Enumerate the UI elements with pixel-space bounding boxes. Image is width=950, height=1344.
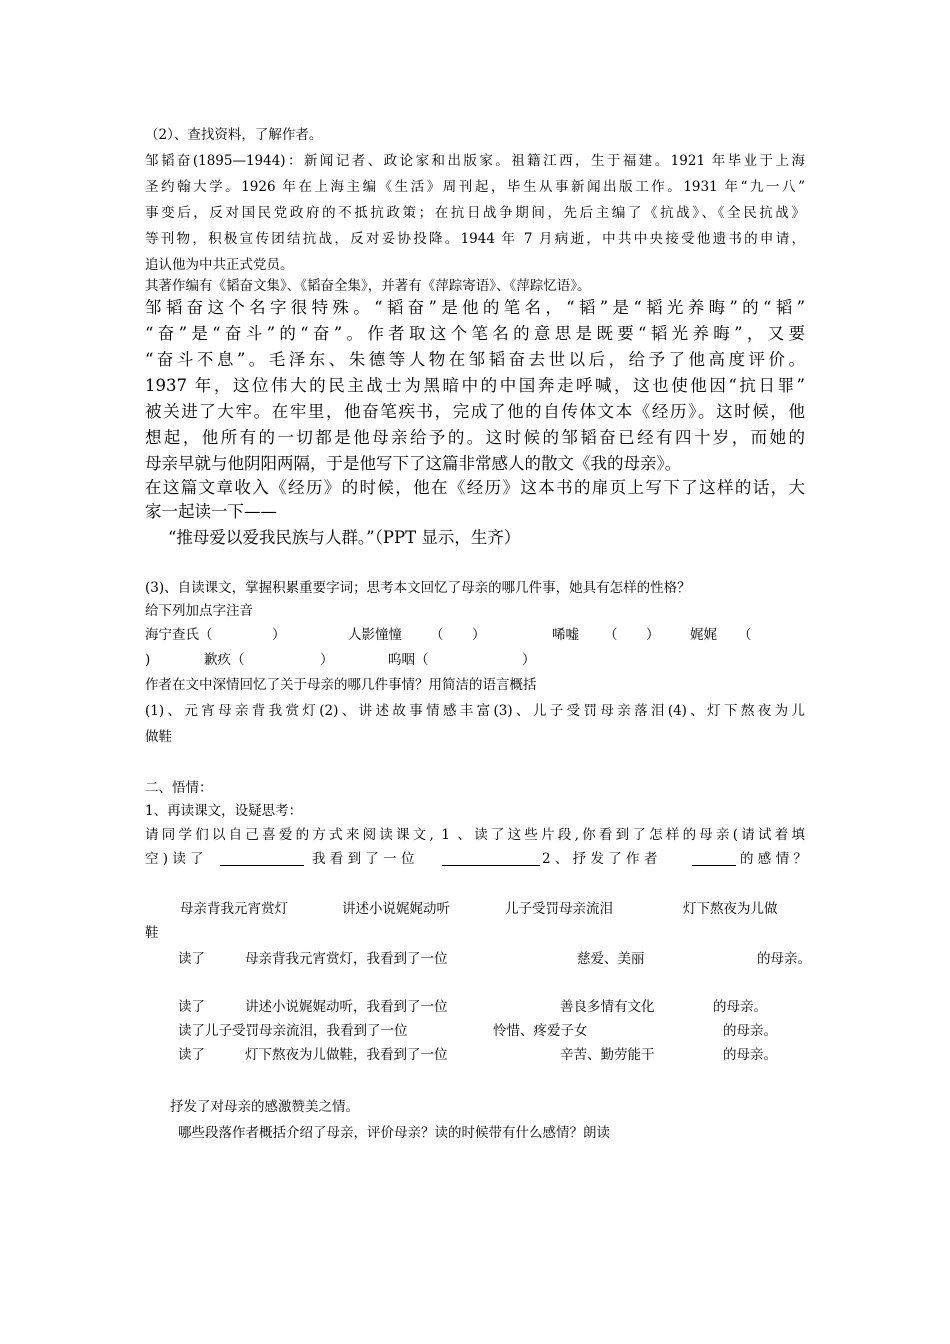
bio-line: 圣约翰大学。1926 年在上海主编《生活》周刊起，毕生从事新闻出版工作。1931 年“九一八” — [145, 179, 805, 195]
name-story-line: 想起，他所有的一切都是他母亲给予的。这时候的邹韬奋已经有四十岁，而她的 — [145, 428, 805, 447]
answer-end: 的母亲。 — [723, 1047, 777, 1063]
blank-line[interactable] — [220, 849, 304, 866]
event-item: 灯下熬夜为儿做 — [683, 901, 778, 917]
answer-end: 的母亲。 — [757, 951, 811, 967]
name-story-line: 母亲早就与他阴阳两隔，于是他写下了这篇非常感人的散文《我的母亲》。 — [145, 454, 682, 473]
name-story-line: 在这篇文章收入《经历》的时候，他在《经历》这本书的扉页上写下了这样的话，大 — [145, 478, 805, 497]
answer-read: 读了 — [178, 999, 205, 1015]
word-bracket: ） — [272, 627, 286, 643]
prompt-line: 请同学们以自己喜爱的方式来阅读课文, 1 、读了这些片段,你看到了怎样的母亲(请试着填 — [145, 827, 805, 843]
conclusion-line: 抒发了对母亲的感激赞美之情。 — [170, 1099, 359, 1115]
bio-line: 邹韬奋(1895—1944)：新闻记者、政论家和出版家。祖籍江西，生于福建。1921 年毕业于上海 — [145, 153, 805, 169]
prompt-fragment: 的 感 情 ？ — [740, 851, 807, 867]
answer-end: 的母亲。 — [723, 1023, 777, 1039]
answer-trait: 慈爱、美丽 — [577, 951, 645, 967]
word-item: 唏嘘 — [552, 627, 579, 643]
section-feel-heading: 二、悟情： — [145, 780, 213, 796]
bio-line: 追认他为中共正式党员。 — [145, 257, 294, 273]
prompt-fragment: 2 、 抒 发 了 作 者 — [542, 851, 658, 867]
answer-trait: 辛苦、勤劳能干 — [560, 1047, 655, 1063]
section-self-read-heading: (3)、自读课文，掌握积累重要字词；思考本文回忆了母亲的哪几件事，她具有怎样的性格？ — [145, 580, 691, 596]
answer-end: 的母亲。 — [713, 999, 767, 1015]
event-item: 儿子受罚母亲流泪 — [505, 901, 613, 917]
answer-event: 母亲背我元宵赏灯，我看到了一位 — [245, 951, 448, 967]
word-bracket: ） — [472, 627, 486, 643]
prompt-fragment: 我 看 到 了 一 位 — [312, 851, 415, 867]
events-line: 做鞋 — [145, 729, 172, 745]
word-bracket: ） — [522, 652, 536, 668]
word-bracket: （ — [738, 627, 752, 643]
word-item: 呜咽（ — [388, 652, 429, 668]
name-story-line: 邹韬奋这个名字很特殊。“韬奋”是他的笔名，“韬”是“韬光养晦”的“韬” — [145, 298, 805, 317]
word-bracket: ） — [646, 627, 660, 643]
quote-line: “推母爱以爱我民族与人群。”（PPT 显示，生齐） — [168, 528, 521, 547]
name-story-line: 被关进了大牢。在牢里，他奋笔疾书，完成了他的自传体文本《经历》。这时候，他 — [145, 402, 805, 421]
events-prompt: 作者在文中深情回忆了关于母亲的哪几件事情？用简洁的语言概括 — [145, 677, 537, 693]
bio-line: 事变后，反对国民党政府的不抵抗政策；在抗日战争期间，先后主编了《抗战》、《全民抗战》 — [145, 205, 805, 221]
section-find-heading: （2）、查找资料，了解作者。 — [145, 127, 323, 143]
answer-trait: 怜惜、疼爱子女 — [493, 1023, 588, 1039]
name-story-line: “奋”是“奋斗”的“奋”。作者取这个笔名的意思是既要“韬光养晦”，又要 — [145, 324, 805, 343]
prompt-fragment: 空 ) 读 了 — [145, 851, 204, 867]
pinyin-prompt: 给下列加点字注音 — [145, 603, 253, 619]
word-item: 海宁查氏（ — [145, 627, 213, 643]
word-item: 娓娓 — [690, 627, 717, 643]
name-story-line: 家一起读一下—— — [145, 502, 277, 521]
name-story-line: 1937 年，这位伟大的民主战士为黑暗中的中国奔走呼喊，这也使他因“抗日罪” — [145, 376, 805, 395]
word-bracket: （ — [430, 627, 444, 643]
event-item: 母亲背我元宵赏灯 — [180, 901, 288, 917]
name-story-line: “奋斗不息”。毛泽东、朱德等人物在邹韬奋去世以后，给予了他高度评价。 — [145, 350, 805, 369]
answer-event: 读了儿子受罚母亲流泪，我看到了一位 — [178, 1023, 408, 1039]
word-bracket: ） — [320, 652, 334, 668]
answer-read: 读了 — [178, 1047, 205, 1063]
answer-event: 灯下熬夜为儿做鞋，我看到了一位 — [245, 1047, 448, 1063]
answer-event: 讲述小说娓娓动听，我看到了一位 — [245, 999, 448, 1015]
bio-line: 等刊物，积极宣传团结抗战，反对妥协投降。1944 年 7 月病逝，中共中央接受他遗书的申请， — [145, 231, 805, 247]
event-item: 讲述小说娓娓动听 — [342, 901, 450, 917]
word-bracket: ) — [145, 652, 151, 668]
word-bracket: （ — [604, 627, 618, 643]
blank-line[interactable] — [442, 849, 540, 866]
question-line: 哪些段落作者概括介绍了母亲，评价母亲？读的时候带有什么感情？朗读 — [178, 1125, 610, 1141]
word-item: 歉疚（ — [204, 652, 245, 668]
answer-trait: 善良多情有文化 — [560, 999, 655, 1015]
events-line: (1)、元宵母亲背我赏灯(2)、讲述故事情感丰富(3)、儿子受罚母亲落泪(4)、灯下熬夜为儿 — [145, 703, 805, 719]
works-line: 其著作编有《韬奋文集》、《韬奋全集》，并著有《萍踪寄语》、《萍踪忆语》。 — [145, 278, 591, 294]
blank-line[interactable] — [692, 849, 736, 866]
word-item: 人影憧憧 — [348, 627, 402, 643]
answer-read: 读了 — [178, 951, 205, 967]
section-feel-subheading: 1、再读课文，设疑思考： — [145, 803, 303, 819]
event-item-tail: 鞋 — [145, 925, 159, 941]
